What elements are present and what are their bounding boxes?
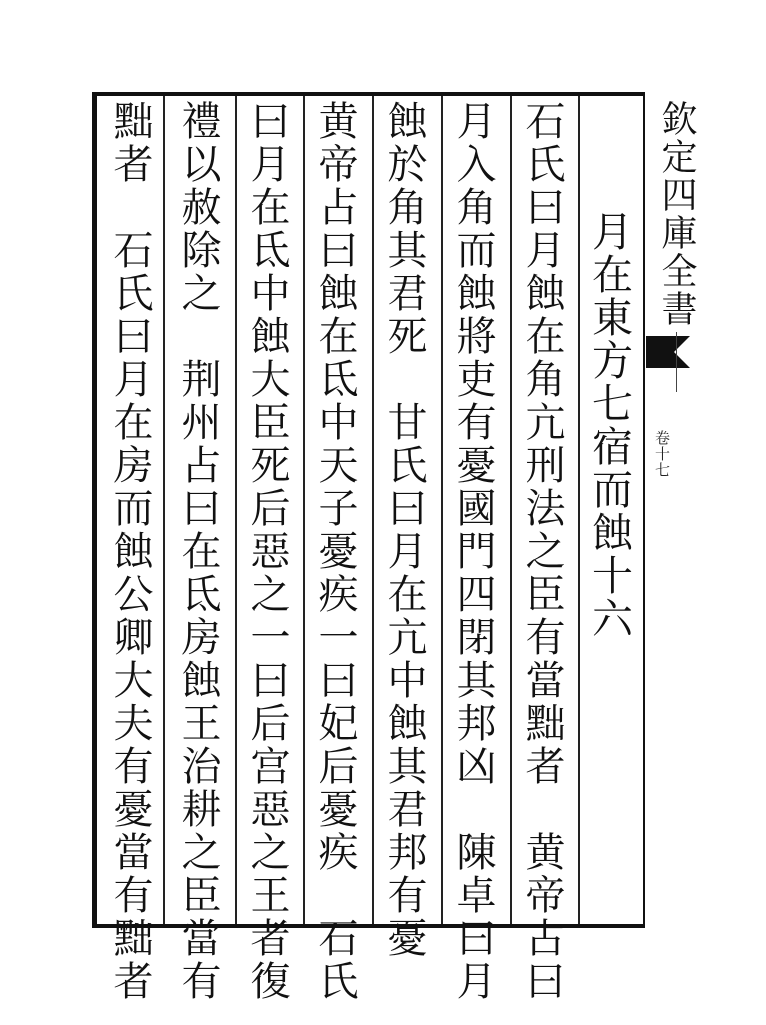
text-column: 石氏曰月蝕在角亢刑法之臣有當黜者 黄帝占曰 <box>519 100 565 1003</box>
fishtail-ornament <box>644 332 692 372</box>
volume-label: 卷十七 <box>653 430 671 478</box>
column-rule <box>235 96 237 924</box>
column-rule <box>163 96 165 924</box>
text-column: 曰月在氐中蝕大臣死后惡之一曰后宫惡之王者復 <box>244 100 290 1003</box>
column-rule <box>578 96 580 924</box>
text-column: 蝕於角其君死 甘氏曰月在亢中蝕其君邦有憂 <box>381 100 427 960</box>
section-heading: 月在東方七宿而蝕十六 <box>585 210 633 640</box>
text-column: 月入角而蝕將吏有憂國門四閉其邦凶 陳卓曰月 <box>450 100 496 1003</box>
text-column: 黜者 石氏曰月在房而蝕公卿大夫有憂當有黜者 <box>107 100 153 1003</box>
column-rule <box>510 96 512 924</box>
column-rule <box>441 96 443 924</box>
text-column: 黄帝占曰蝕在氐中天子憂疾一曰妃后憂疾 石氏 <box>312 100 358 1003</box>
column-rule <box>372 96 374 924</box>
column-rule <box>303 96 305 924</box>
book-title: 欽定四庫全書 <box>656 100 697 328</box>
text-column: 禮以赦除之 荆州占曰在氐房蝕王治耕之臣當有 <box>175 100 221 1003</box>
margin-line <box>676 332 677 392</box>
